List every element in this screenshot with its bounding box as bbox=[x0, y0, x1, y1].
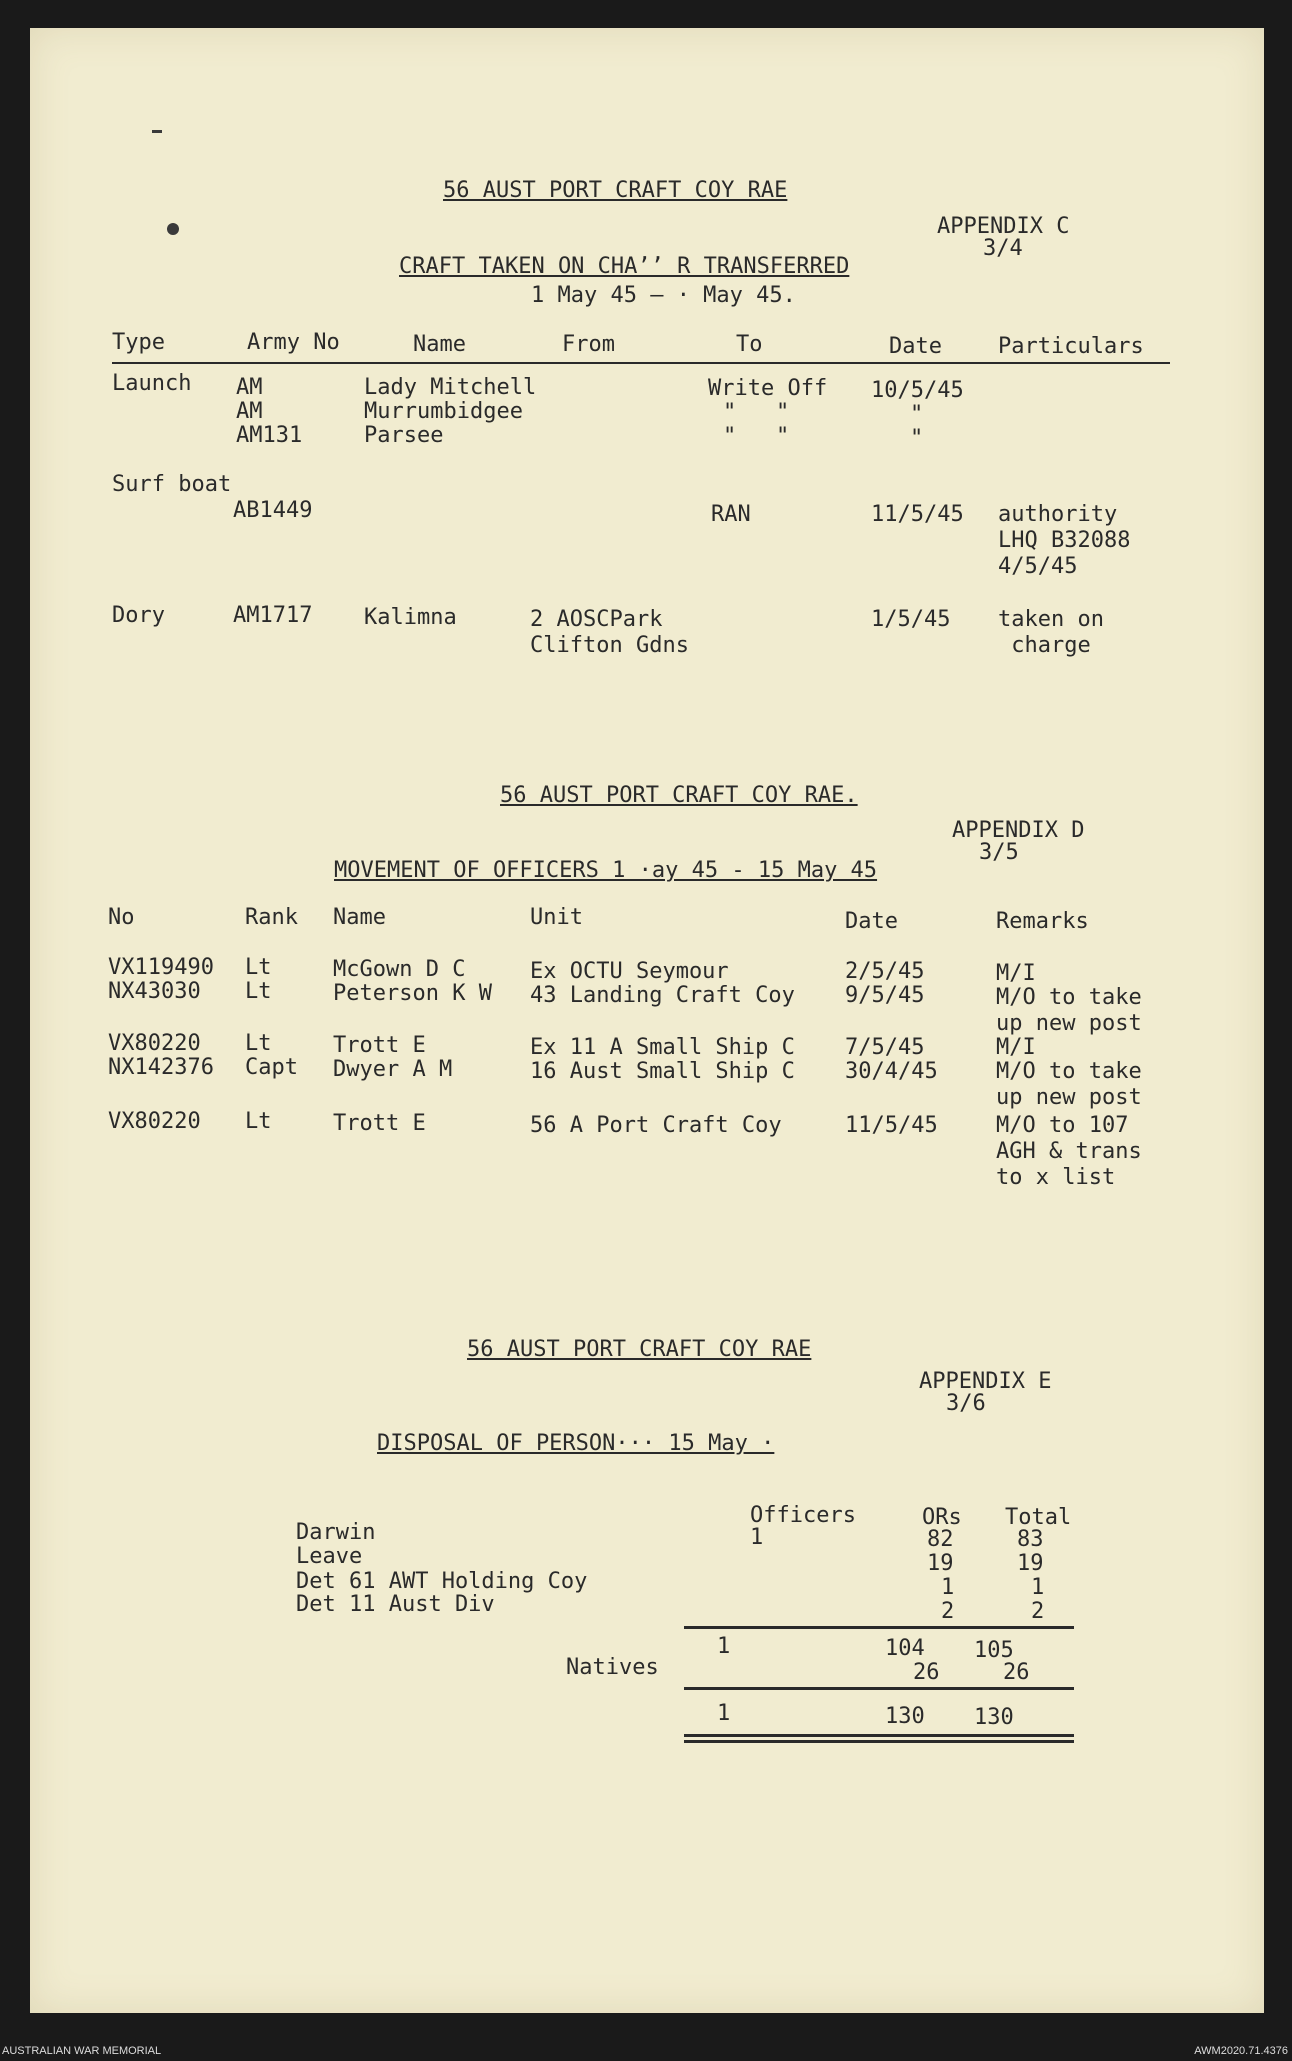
cell-total: 1 bbox=[1031, 1575, 1045, 1600]
section-d-header-unit: Unit bbox=[530, 905, 583, 930]
subtotal-ors: 104 bbox=[885, 1636, 925, 1661]
total-rule bbox=[684, 1687, 1074, 1690]
cell-no: VX80220 bbox=[108, 1031, 201, 1056]
cell-rank: Lt bbox=[245, 1109, 272, 1134]
section-e-title: DISPOSAL OF PERSON··· 15 May · bbox=[377, 1431, 775, 1456]
cell-to: RAN bbox=[711, 502, 751, 527]
section-c-page-ref: 3/4 bbox=[983, 236, 1023, 261]
section-d-title: MOVEMENT OF OFFICERS 1 ·ay 45 - 15 May 45 bbox=[334, 858, 878, 883]
cell-unit: Ex 11 A Small Ship C bbox=[530, 1035, 795, 1060]
cell-name: McGown D C bbox=[333, 957, 466, 982]
section-c-period: 1 May 45 – · May 45. bbox=[531, 283, 796, 308]
cell-label: Det 11 Aust Div bbox=[296, 1592, 495, 1617]
cell-total: 19 bbox=[1017, 1551, 1044, 1576]
cell-unit: Ex OCTU Seymour bbox=[530, 959, 729, 984]
cell-name: Peterson K W bbox=[333, 981, 492, 1006]
subtotal-officers: 1 bbox=[717, 1634, 731, 1659]
grand-total-officers: 1 bbox=[717, 1701, 731, 1726]
cell-army-no: AM131 bbox=[236, 423, 303, 448]
cell-no: NX142376 bbox=[108, 1055, 214, 1080]
cell-no: VX119490 bbox=[108, 955, 214, 980]
section-d-header-remarks: Remarks bbox=[996, 909, 1089, 934]
cell-date: 30/4/45 bbox=[845, 1059, 938, 1084]
section-c-header-army-no: Army No bbox=[247, 330, 340, 355]
cell-label: Leave bbox=[296, 1544, 363, 1569]
cell-rank: Lt bbox=[245, 955, 272, 980]
grand-total-ors: 130 bbox=[885, 1704, 925, 1729]
cell-particulars: authority LHQ B32088 4/5/45 bbox=[998, 502, 1131, 579]
section-d-header-date: Date bbox=[845, 909, 898, 934]
section-d-appendix: APPENDIX D bbox=[952, 818, 1085, 843]
cell-to: " " bbox=[723, 424, 790, 449]
footer-accession-number: AWM2020.71.4376 bbox=[1194, 2045, 1288, 2057]
cell-label: Darwin bbox=[296, 1520, 376, 1545]
cell-remarks: M/O to take up new post bbox=[996, 1059, 1142, 1110]
section-c-title: CRAFT TAKEN ON CHAʼʼ R TRANSFERRED bbox=[399, 254, 850, 279]
cell-name: Kalimna bbox=[364, 605, 457, 630]
cell-army-no: AM bbox=[236, 375, 263, 400]
cell-particulars: taken on charge bbox=[998, 607, 1104, 658]
cell-type: Dory bbox=[112, 603, 165, 628]
cell-unit: 16 Aust Small Ship C bbox=[530, 1059, 795, 1084]
double-rule-top bbox=[684, 1734, 1074, 1737]
cell-officers: 1 bbox=[750, 1525, 764, 1550]
cell-date: 9/5/45 bbox=[845, 983, 925, 1008]
cell-date: 2/5/45 bbox=[845, 959, 925, 984]
cell-from: 2 AOSCPark Clifton Gdns bbox=[530, 607, 689, 658]
section-e-unit: 56 AUST PORT CRAFT COY RAE bbox=[467, 1337, 812, 1362]
cell-ors: 82 bbox=[927, 1527, 954, 1552]
cell-name: Parsee bbox=[364, 423, 444, 448]
cell-date: 11/5/45 bbox=[845, 1113, 938, 1138]
section-c-header-date: Date bbox=[889, 334, 942, 359]
section-c-unit: 56 AUST PORT CRAFT COY RAE bbox=[443, 178, 788, 203]
section-e-header-ors: ORs bbox=[922, 1505, 962, 1530]
cell-total: 83 bbox=[1017, 1527, 1044, 1552]
subtotal-rule bbox=[684, 1626, 1074, 1629]
double-rule-bottom bbox=[684, 1740, 1074, 1743]
cell-name: Murrumbidgee bbox=[364, 399, 523, 424]
section-d-header-rank: Rank bbox=[245, 905, 298, 930]
cell-to: Write Off bbox=[708, 376, 828, 401]
cell-army-no: AM bbox=[236, 399, 263, 424]
cell-date: 10/5/45 bbox=[871, 378, 964, 403]
cell-army-no: AM1717 bbox=[233, 603, 313, 628]
cell-unit: 56 A Port Craft Coy bbox=[530, 1113, 782, 1138]
cell-unit: 43 Landing Craft Coy bbox=[530, 983, 795, 1008]
cell-no: VX80220 bbox=[108, 1109, 201, 1134]
section-c-header-particulars: Particulars bbox=[998, 334, 1144, 359]
cell-remarks: M/I bbox=[996, 961, 1036, 986]
section-c-header-rule bbox=[112, 362, 1170, 364]
subtotal-total: 105 bbox=[974, 1638, 1014, 1663]
cell-ors: 1 bbox=[941, 1575, 955, 1600]
natives-label: Natives bbox=[566, 1655, 659, 1680]
section-c-header-from: From bbox=[562, 332, 615, 357]
cell-date: 1/5/45 bbox=[871, 607, 951, 632]
cell-label: Det 61 AWT Holding Coy bbox=[296, 1569, 588, 1594]
section-d-unit: 56 AUST PORT CRAFT COY RAE. bbox=[500, 783, 858, 808]
section-d-header-no: No bbox=[108, 905, 135, 930]
staple-hole bbox=[167, 223, 179, 235]
cell-ors: 19 bbox=[927, 1551, 954, 1576]
cell-date: 7/5/45 bbox=[845, 1035, 925, 1060]
cell-date: " bbox=[910, 402, 924, 427]
cell-total: 2 bbox=[1031, 1599, 1045, 1624]
section-d-page-ref: 3/5 bbox=[979, 840, 1019, 865]
section-c-header-name: Name bbox=[413, 332, 466, 357]
section-e-appendix: APPENDIX E bbox=[919, 1369, 1052, 1394]
cell-name: Trott E bbox=[333, 1111, 426, 1136]
section-c-header-type: Type bbox=[112, 330, 165, 355]
cell-remarks: M/I bbox=[996, 1035, 1036, 1060]
cell-to: " " bbox=[723, 400, 790, 425]
section-c-appendix: APPENDIX C bbox=[937, 214, 1070, 239]
cell-no: NX43030 bbox=[108, 979, 201, 1004]
section-d-header-name: Name bbox=[333, 905, 386, 930]
cell-type: Launch bbox=[112, 371, 192, 396]
section-e-header-officers: Officers bbox=[750, 1503, 856, 1528]
footer-credit: AUSTRALIAN WAR MEMORIAL bbox=[2, 2045, 162, 2057]
grand-total-total: 130 bbox=[974, 1705, 1014, 1730]
cell-date: 11/5/45 bbox=[871, 502, 964, 527]
cell-name: Trott E bbox=[333, 1033, 426, 1058]
cell-name: Lady Mitchell bbox=[364, 375, 537, 400]
section-e-page-ref: 3/6 bbox=[946, 1391, 986, 1416]
cell-remarks: M/O to take up new post bbox=[996, 985, 1142, 1036]
cell-army-no: AB1449 bbox=[233, 498, 313, 523]
cell-date: " bbox=[910, 426, 924, 451]
document-sheet bbox=[30, 28, 1264, 2013]
cell-remarks: M/O to 107 AGH & trans to x list bbox=[996, 1113, 1142, 1190]
section-e-header-total: Total bbox=[1005, 1505, 1072, 1530]
natives-ors: 26 bbox=[913, 1660, 940, 1685]
cell-ors: 2 bbox=[941, 1599, 955, 1624]
cell-name: Dwyer A M bbox=[333, 1057, 453, 1082]
cell-type: Surf boat bbox=[112, 472, 232, 497]
cell-rank: Lt bbox=[245, 1031, 272, 1056]
cell-rank: Lt bbox=[245, 979, 272, 1004]
cell-rank: Capt bbox=[245, 1055, 298, 1080]
punch-mark bbox=[152, 130, 162, 133]
natives-total: 26 bbox=[1003, 1660, 1030, 1685]
section-c-header-to: To bbox=[736, 332, 763, 357]
